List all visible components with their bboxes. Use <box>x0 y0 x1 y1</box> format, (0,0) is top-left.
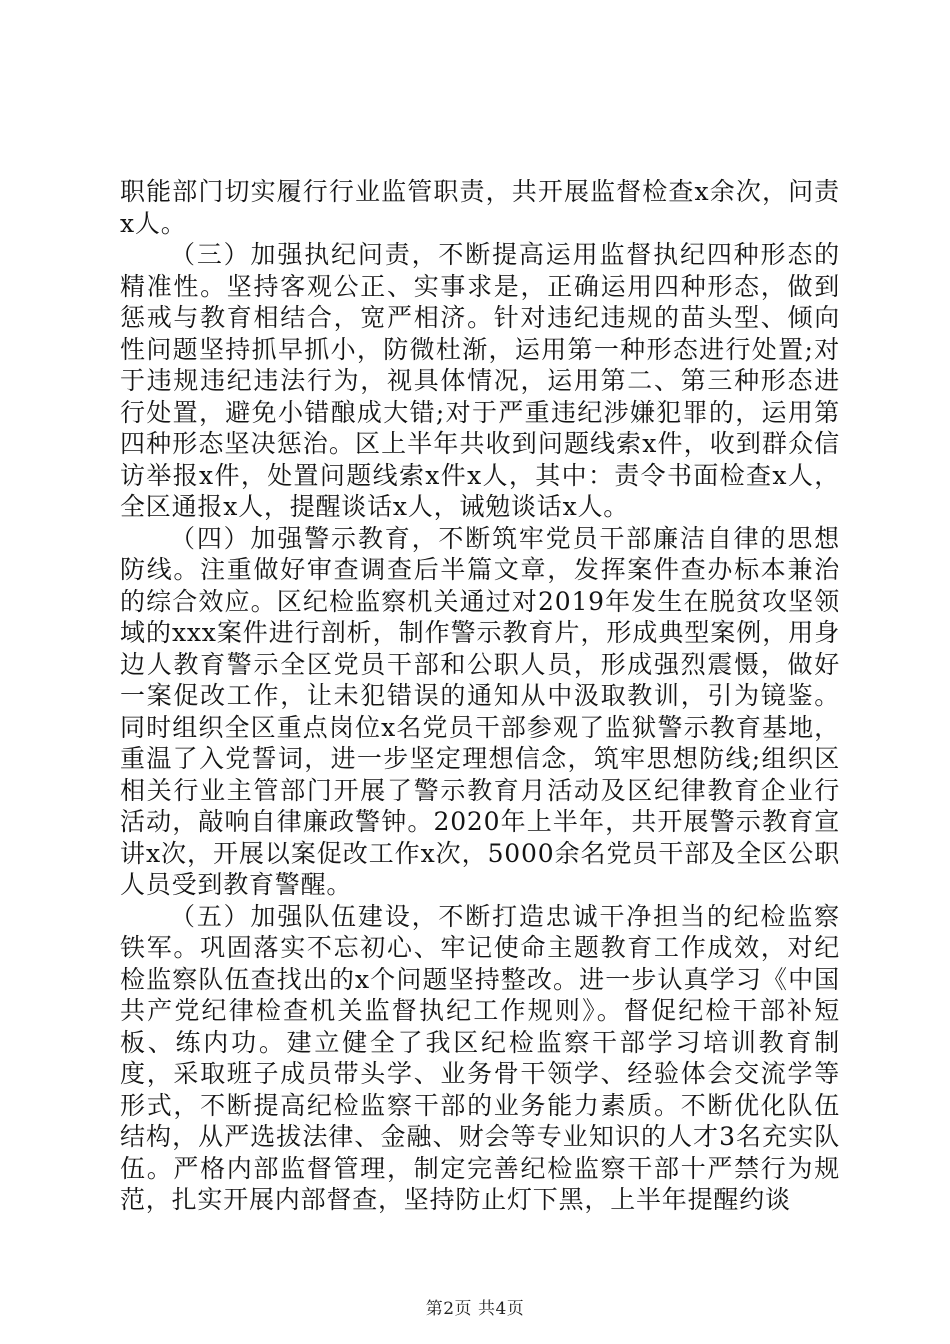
paragraph-section-5: （五）加强队伍建设，不断打造忠诚干净担当的纪检监察铁军。巩固落实不忘初心、牢记使命主题教育工作成效，对纪检监察队伍查找出的x个问题坚持整改。进一步认真学习《中国共产党纪律检查机关监督执纪工作规则》。督促纪检干部补短板、练内功。建立健全了我区纪检监察干部学习培训教育制度，采取班子成员带头学、业务骨干领学、经验体会交流学等形式，不断提高纪检监察干部的业务能力素质。不断优化队伍结构，从严选拔法律、金融、财会等专业知识的人才3名充实队伍。严格内部监督管理，制定完善纪检监察干部十严禁行为规范，扎实开展内部督查，坚持防止灯下黑，上半年提醒约谈 <box>120 901 840 1214</box>
page-number-footer: 第2页 共4页 <box>425 1299 525 1319</box>
paragraph-section-4: （四）加强警示教育，不断筑牢党员干部廉洁自律的思想防线。注重做好审查调查后半篇文章，发挥案件查办标本兼治的综合效应。区纪检监察机关通过对2019年发生在脱贫攻坚领域的xxx案件进行剖析，制作警示教育片，形成典型案例，用身边人教育警示全区党员干部和公职人员，形成强烈震慑，做好一案促改工作，让未犯错误的通知从中汲取教训，引为镜鉴。同时组织全区重点岗位x名党员干部参观了监狱警示教育基地，重温了入党誓词，进一步坚定理想信念，筑牢思想防线;组织区相关行业主管部门开展了警示教育月活动及区纪律教育企业行活动，敲响自律廉政警钟。2020年上半年，共开展警示教育宣讲x次，开展以案促改工作x次，5000余名党员干部及全区公职人员受到教育警醒。 <box>120 523 840 899</box>
paragraph-section-3: （三）加强执纪问责，不断提高运用监督执纪四种形态的精准性。坚持客观公正、实事求是，正确运用四种形态，做到惩戒与教育相结合，宽严相济。针对违纪违规的苗头型、倾向性问题坚持抓早抓小，防微杜渐，运用第一种形态进行处置;对于违规违纪违法行为，视具体情况，运用第二、第三种形态进行处置，避免小错酿成大错;对于严重违纪涉嫌犯罪的，运用第四种形态坚决惩治。区上半年共收到问题线索x件，收到群众信访举报x件，处置问题线索x件x人，其中：责令书面检查x人，全区通报x人，提醒谈话x人，诫勉谈话x人。 <box>120 240 840 521</box>
document-body <box>120 176 840 1216</box>
paragraph-continuation: 职能部门切实履行行业监管职责，共开展监督检查x余次，问责x人。 <box>120 177 840 238</box>
